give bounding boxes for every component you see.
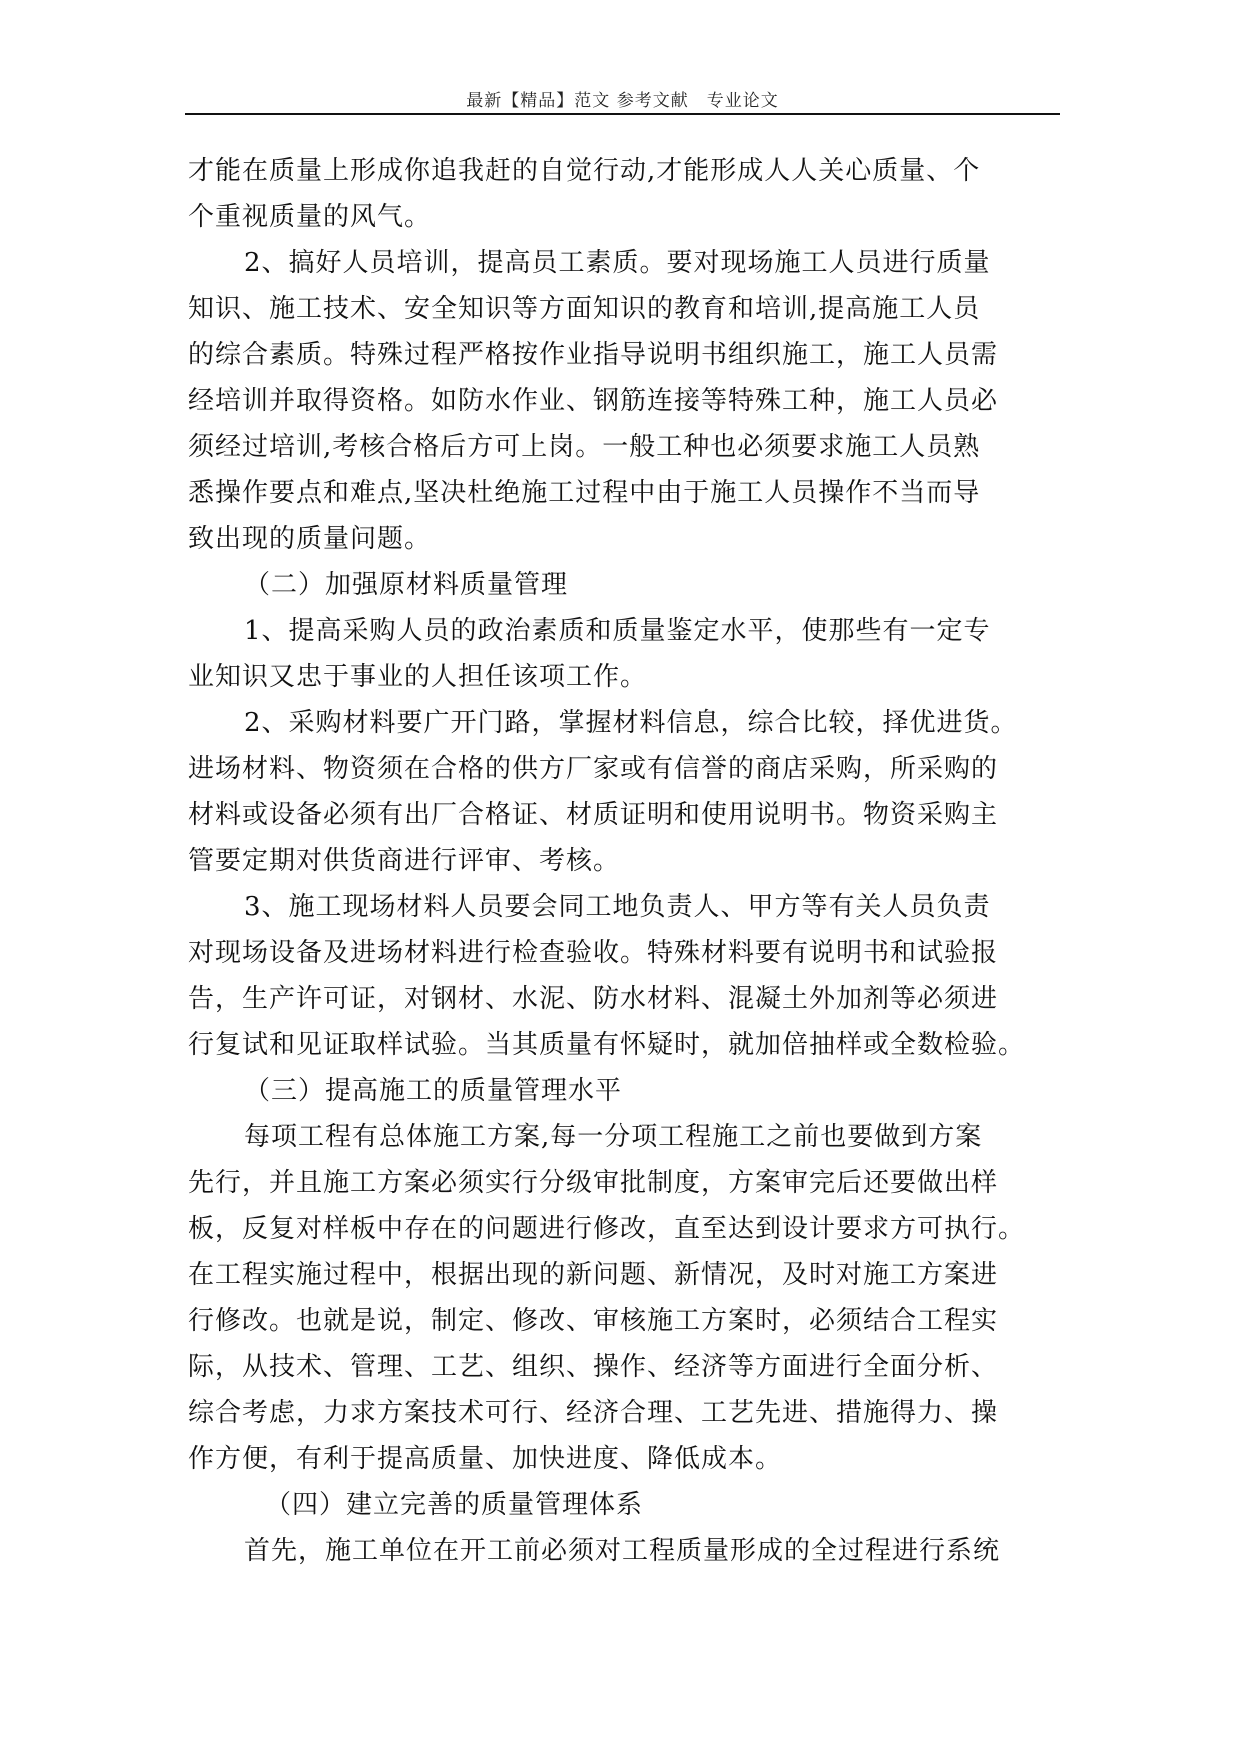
paragraph-line: 作方便，有利于提高质量、加快进度、降低成本。: [188, 1444, 783, 1474]
paragraph-line: 首先，施工单位在开工前必须对工程质量形成的全过程进行系统: [244, 1536, 1001, 1566]
paragraph-line: 告，生产许可证，对钢材、水泥、防水材料、混凝土外加剂等必须进: [188, 984, 999, 1014]
paragraph-line: 3、施工现场材料人员要会同工地负责人、甲方等有关人员负责: [244, 892, 991, 922]
paragraph-line: 对现场设备及进场材料进行检查验收。特殊材料要有说明书和试验报: [188, 938, 999, 968]
paragraph-line: 材料或设备必须有出厂合格证、材质证明和使用说明书。物资采购主: [188, 800, 999, 830]
paragraph-line: 2、搞好人员培训，提高员工素质。要对现场施工人员进行质量: [244, 248, 991, 278]
paragraph-line: 悉操作要点和难点,坚决杜绝施工过程中由于施工人员操作不当而导: [188, 478, 981, 508]
page-header: 最新【精品】范文 参考文献 专业论文: [466, 91, 779, 111]
paragraph-line: 行修改。也就是说，制定、修改、审核施工方案时，必须结合工程实: [188, 1306, 999, 1336]
paragraph-line: 1、提高采购人员的政治素质和质量鉴定水平，使那些有一定专: [244, 616, 991, 646]
paragraph-line: 综合考虑，力求方案技术可行、经济合理、工艺先进、措施得力、操: [188, 1398, 999, 1428]
document-body: [188, 148, 1068, 1574]
paragraph-line: 先行，并且施工方案必须实行分级审批制度，方案审完后还要做出样: [188, 1168, 999, 1198]
header-divider: [185, 113, 1060, 115]
paragraph-line: 才能在质量上形成你追我赶的自觉行动,才能形成人人关心质量、个: [188, 156, 981, 186]
paragraph-line: 个重视质量的风气。: [188, 202, 432, 232]
paragraph-line: 板，反复对样板中存在的问题进行修改，直至达到设计要求方可执行。: [188, 1214, 1026, 1244]
paragraph-line: 业知识又忠于事业的人担任该项工作。: [188, 662, 648, 692]
paragraph-line: 行复试和见证取样试验。当其质量有怀疑时，就加倍抽样或全数检验。: [188, 1030, 1026, 1060]
paragraph-line: 的综合素质。特殊过程严格按作业指导说明书组织施工，施工人员需: [188, 340, 999, 370]
section-heading: （四）建立完善的质量管理体系: [265, 1490, 644, 1520]
section-heading: （二）加强原材料质量管理: [244, 570, 569, 600]
paragraph-line: 每项工程有总体施工方案,每一分项工程施工之前也要做到方案: [244, 1122, 983, 1152]
paragraph-line: 经培训并取得资格。如防水作业、钢筋连接等特殊工种，施工人员必: [188, 386, 999, 416]
paragraph-line: 进场材料、物资须在合格的供方厂家或有信誉的商店采购，所采购的: [188, 754, 999, 784]
paragraph-line: 管要定期对供货商进行评审、考核。: [188, 846, 621, 876]
paragraph-line: 须经过培训,考核合格后方可上岗。一般工种也必须要求施工人员熟: [188, 432, 981, 462]
paragraph-line: 在工程实施过程中，根据出现的新问题、新情况，及时对施工方案进: [188, 1260, 999, 1290]
paragraph-line: 际，从技术、管理、工艺、组织、操作、经济等方面进行全面分析、: [188, 1352, 999, 1382]
paragraph-line: 2、采购材料要广开门路，掌握材料信息，综合比较，择优进货。: [244, 708, 1018, 738]
section-heading: （三）提高施工的质量管理水平: [244, 1076, 623, 1106]
paragraph-line: 知识、施工技术、安全知识等方面知识的教育和培训,提高施工人员: [188, 294, 981, 324]
paragraph-line: 致出现的质量问题。: [188, 524, 432, 554]
